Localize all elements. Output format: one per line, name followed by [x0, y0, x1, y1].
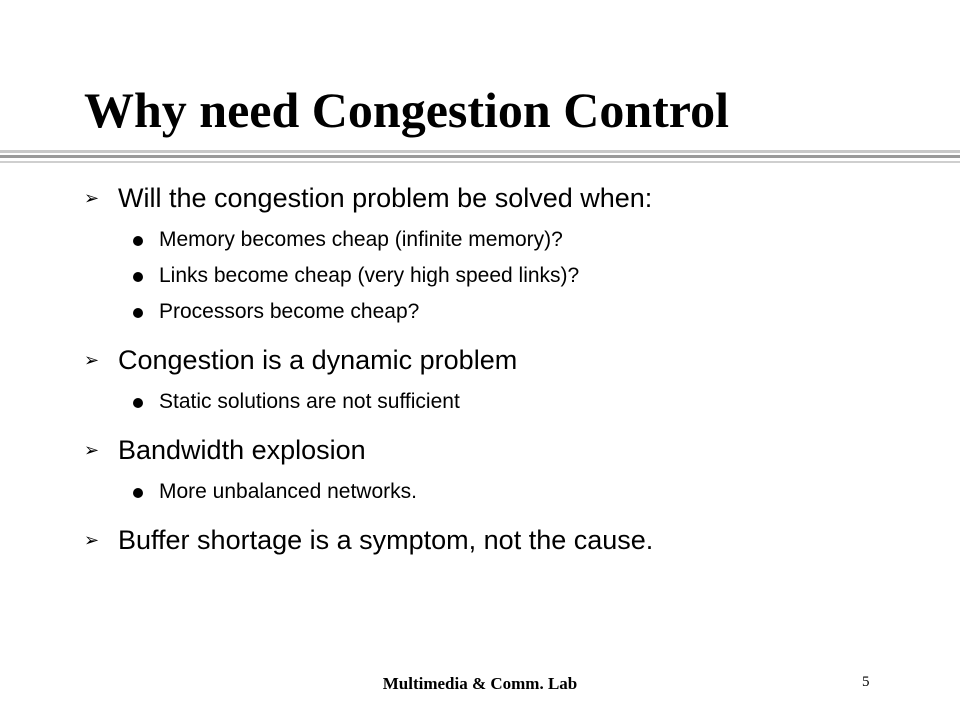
arrow-bullet-icon: ➢ — [84, 440, 100, 460]
bullet-list — [84, 180, 944, 558]
sub-bullet-text: Static solutions are not sufficient — [159, 390, 460, 413]
bullet-text: Will the congestion problem be solved when: — [118, 183, 653, 213]
title-divider-line — [0, 155, 960, 158]
sub-bullet-list — [118, 384, 944, 420]
page-number: 5 — [862, 674, 870, 690]
bullet-item — [84, 432, 944, 510]
arrow-bullet-icon: ➢ — [84, 530, 100, 550]
sub-bullet-text: Processors become cheap? — [159, 300, 420, 323]
sub-bullet-item — [118, 474, 944, 510]
bullet-item — [84, 522, 944, 558]
dot-bullet-icon — [133, 236, 143, 246]
slide-title: Why need Congestion Control — [84, 82, 729, 138]
sub-bullet-item — [118, 222, 944, 258]
sub-bullet-item — [118, 294, 944, 330]
bullet-text: Buffer shortage is a symptom, not the cause. — [118, 525, 654, 555]
bullet-item — [84, 180, 944, 330]
dot-bullet-icon — [133, 398, 143, 408]
dot-bullet-icon — [133, 272, 143, 282]
slide-footer: Multimedia & Comm. Lab — [382, 674, 578, 693]
sub-bullet-text: Memory becomes cheap (infinite memory)? — [159, 228, 563, 251]
sub-bullet-text: More unbalanced networks. — [159, 480, 417, 503]
arrow-bullet-icon: ➢ — [84, 350, 100, 370]
bullet-text: Congestion is a dynamic problem — [118, 345, 518, 375]
arrow-bullet-icon: ➢ — [84, 188, 100, 208]
bullet-text: Bandwidth explosion — [118, 435, 366, 465]
dot-bullet-icon — [133, 308, 143, 318]
sub-bullet-item — [118, 384, 944, 420]
sub-bullet-text: Links become cheap (very high speed links)? — [159, 264, 580, 287]
title-divider-line — [0, 150, 960, 153]
sub-bullet-list — [118, 474, 944, 510]
bullet-item — [84, 342, 944, 420]
dot-bullet-icon — [133, 488, 143, 498]
sub-bullet-item — [118, 258, 944, 294]
title-divider-line — [0, 161, 960, 163]
sub-bullet-list — [118, 222, 944, 330]
